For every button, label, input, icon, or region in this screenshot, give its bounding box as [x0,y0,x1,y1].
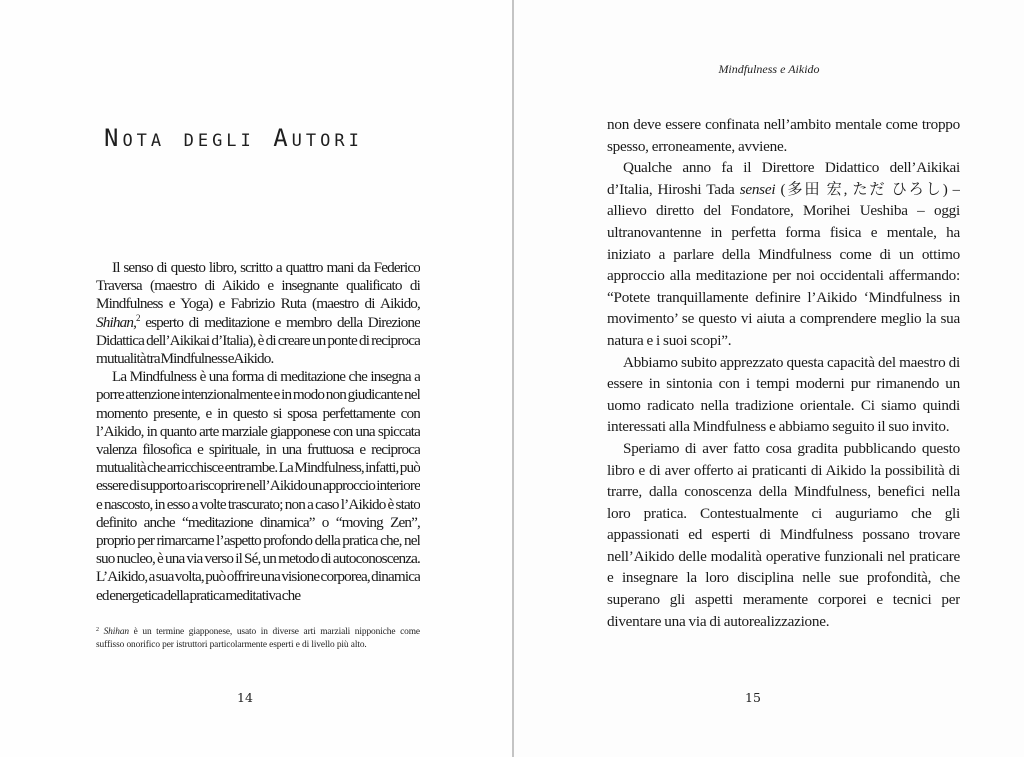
paragraph: Il senso di questo libro, scritto a quattro mani da Federico Traversa (maestro di Aikido e insegnante qualificato di Mindfulness e Yoga) e Fabrizio Ruta (maestro di Aikido, Shihan,$^2$ esperto di meditazione e membro della Direzione Didattica dell’Aikikai d’Italia), è di creare un ponte di reciproca mutualità tra Mindfulness e Aikido. [96,259,420,368]
running-head: Mindfulness e Aikido [718,62,820,76]
paragraph-text: (多田 宏, ただ ひろし) – allievo diretto del Fondatore, Morihei Ueshiba – oggi ultranovantenne in perfetta forma fisica e mentale, ha iniziato a parlare della Mindfulness come di un ottimo approccio alla meditazione per noi occidentali affermando: “Potete tranquillamente definire l’Aikido ‘Mindfulness in movimento’ se questo vi aiuta a comprendere meglio la sua natura e i suoi scopi”. [607,180,960,349]
shihan-term: Shihan [96,313,134,331]
paragraph: Speriamo di aver fatto cosa gradita pubblicando questo libro e di aver offerto ai praticanti di Aikido la possibilità di trarre, dalla conoscenza della Mindfulness, benefici nella loro pratica. Contestualmente ci auguriamo che gli appassionati ed esperti di Mindfulness possano trovare nell’Aikido delle modalità operative funzionali nel praticare e insegnare la loro disciplina nelle sue profondità, che superano gli aspetti meramente corporei e tecnici per diventare una via di autorealizzazione. [607,439,960,630]
paragraph: non deve essere confinata nell’ambito mentale come troppo spesso, erroneamente, avviene. [607,116,960,155]
paragraph [607,157,960,351]
footnote-term: Shihan [103,627,130,637]
chapter-title: Nota degli Autori [104,124,363,152]
footnote-reference[interactable]: 2 [136,312,140,323]
paragraph: La Mindfulness è una forma di meditazione che insegna a porre attenzione intenzionalmente e in modo non giudicante nel momento presente, e in questo si sposa perfettamente con l’Aikido, in quanto arte marziale giapponese con una spiccata valenza filosofica e spirituale, in una fruttuosa e reciproca mutualità che arricchisce entrambe. La Mindfulness, infatti, può essere di supporto a riscoprire nell’Aikido un approccio interiore e nascosto, in esso a volte trascurato; non a caso l’Aikido è stato definito anche “meditazione dinamica” o “moving Zen”, proprio per rimarcarne l’aspetto profondo della pratica che, nel suo nucleo, è una via verso il Sé, un metodo di autoconoscenza. L’Aikido, a sua volta, può offrire una visione corporea, dinamica ed energetica della pratica meditativa che [96,368,420,604]
paragraph-text: esperto di meditazione e membro della Direzione Didattica dell’Aikikai d’Italia), è di creare un ponte di reciproca mutualità tra Mindfulness e Aikido. [96,313,420,368]
footnote-number: 2 [96,627,99,633]
page-number: 15 [745,690,761,705]
page-number: 14 [237,690,253,705]
right-body-text [607,114,960,674]
paragraph-text: Il senso di questo libro, scritto a quattro mani da Federico Traversa (maestro di Aikido e insegnante qualificato di Mindfulness e Yoga) e Fabrizio Ruta (maestro di Aikido, [96,259,420,313]
left-body-text [96,259,420,605]
footnote-text: è un termine giapponese, usato in diverse arti marziali nipponiche come suffisso onorifico per istruttori particolarmente esperti e di livello più alto. [96,627,420,650]
footnote [96,626,420,652]
paragraph-text: Qualche anno fa il Direttore Didattico dell’Aikikai d’Italia, Hiroshi Tada [607,159,960,198]
paragraph: Abbiamo subito apprezzato questa capacità del maestro di essere in sintonia con i tempi moderni pur rimanendo un uomo radicato nella tradizione orientale. Ci siamo quindi interessati alla Mindfulness e abbiamo seguito il suo invito. [607,353,960,436]
sensei-term: sensei [739,180,776,198]
